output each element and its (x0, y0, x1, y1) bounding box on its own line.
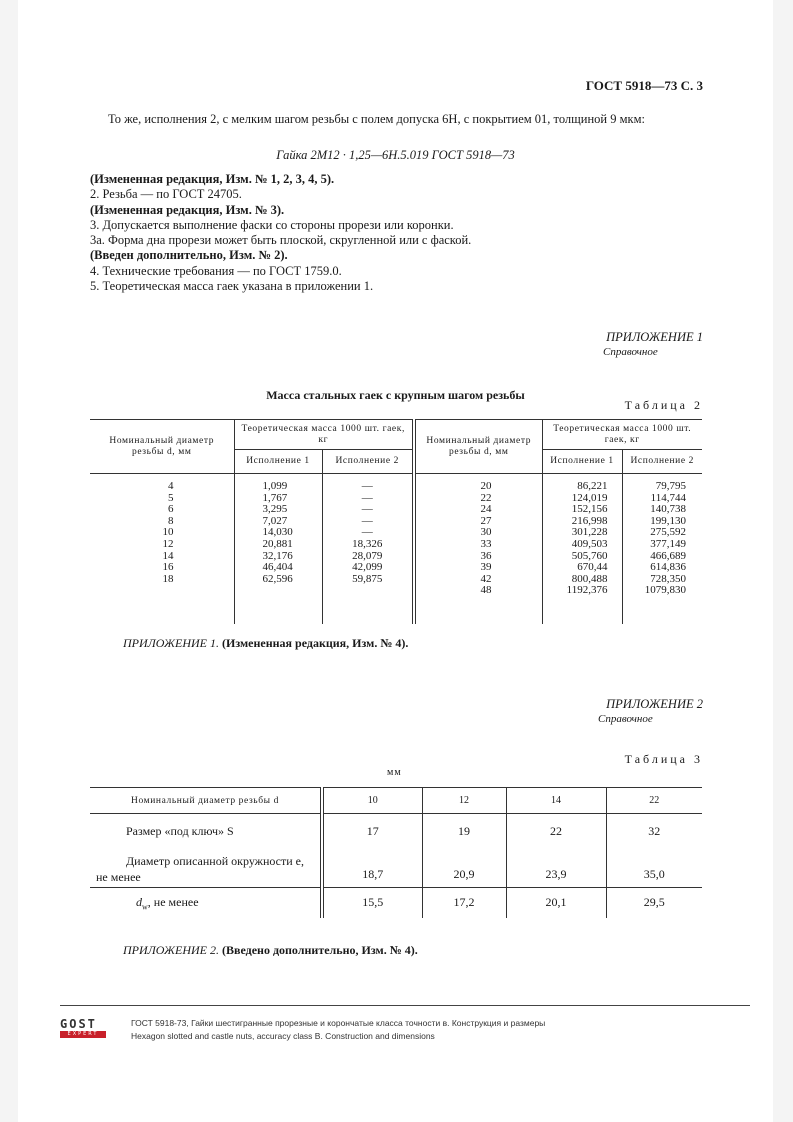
header-mass: Теоретическая масса 1000 шт. гаек, кг (234, 420, 414, 450)
header-mass: Теоретическая масса 1000 шт. гаек, кг (542, 420, 702, 450)
table-cell-mass: 46,404 (262, 561, 293, 574)
table-cell-mass: 505,760 (571, 549, 608, 562)
row-circumscribed-label (90, 850, 322, 888)
table-cell-mass: — (361, 514, 373, 527)
table-2 (90, 419, 702, 624)
table-cell-mass: 1192,376 (566, 584, 608, 597)
header-diameter: Номинальный диаметр резьбы d, мм (414, 420, 542, 474)
table-cell-mass: 86,221 (577, 480, 608, 492)
table-cell-diameter: 5 (168, 491, 174, 504)
table-cell-mass: 18,326 (352, 537, 383, 550)
table-cell-mass: 59,875 (352, 572, 383, 585)
table-cell-diameter: 27 (480, 514, 492, 527)
table-cell-diameter: 39 (480, 561, 492, 574)
note-line: 4. Технические требования — по ГОСТ 1759.0. (90, 263, 342, 278)
cell: 15,5 (322, 888, 422, 918)
table-cell-diameter: 10 (162, 526, 174, 539)
cell: 29,5 (643, 895, 665, 910)
intro-paragraph: То же, исполнения 2, с мелким шагом резьбы с полем допуска 6Н, с покрытием 01, толщиной 9 мкм: (108, 112, 645, 126)
table-cell-diameter: 4 (168, 480, 174, 492)
table-cell-mass: 670,44 (577, 561, 608, 574)
row-bearing-diameter-label (90, 888, 322, 918)
table-cell-mass: 614,836 (650, 561, 686, 574)
table-3 (90, 787, 702, 918)
appendix2-subtitle: Справочное (598, 713, 653, 725)
table-cell-mass: 3,295 (262, 503, 288, 516)
header-variant-2: Исполнение 2 (322, 450, 414, 474)
footer-divider (60, 1005, 750, 1006)
table-cell-mass: 1079,830 (644, 584, 686, 597)
table-cell-diameter: 14 (162, 549, 174, 562)
note-line: (Введен дополнительно, Изм. № 2). (90, 248, 288, 263)
page-header: ГОСТ 5918—73 С. 3 (585, 78, 703, 93)
table-cell-diameter: 22 (480, 491, 492, 504)
table-cell-diameter: 16 (162, 561, 174, 574)
table3-number: Таблица 3 (624, 752, 703, 766)
table-cell-mass: — (361, 480, 373, 492)
note-line: 5. Теоретическая масса гаек указана в приложении 1. (90, 279, 374, 294)
appendix2-note-text: (Введено дополнительно, Изм. № 4). (221, 943, 418, 957)
table-cell-mass: 216,998 (571, 514, 608, 527)
cell: 35,0 (643, 866, 665, 881)
table-cell-diameter: 12 (162, 537, 174, 550)
table-cell-mass: 377,149 (650, 537, 686, 550)
right-variant1-col (542, 474, 622, 624)
table-cell-mass: 32,176 (262, 549, 293, 562)
cell: 18,7 (322, 850, 422, 888)
designation-example: Гайка 2М12 · 1,25—6Н.5.019 ГОСТ 5918—73 (276, 148, 515, 162)
cell: 22 (506, 814, 606, 850)
appendix1-subtitle: Справочное (603, 346, 658, 358)
table-cell-mass: 152,156 (571, 503, 608, 516)
table-cell-mass: 275,592 (650, 526, 686, 539)
table-cell-diameter: 6 (168, 503, 174, 516)
appendix1-note (123, 636, 408, 651)
table-cell-mass: 28,079 (352, 549, 383, 562)
appendix1-note-text: (Измененная редакция, Изм. № 4). (221, 636, 409, 650)
table-cell-mass: 199,130 (650, 514, 686, 527)
cell: 20,1 (506, 888, 606, 918)
appendix1-title: ПРИЛОЖЕНИЕ 1 (606, 330, 703, 344)
appendix2-note-ref: ПРИЛОЖЕНИЕ 2. (123, 943, 219, 957)
row-wrench-size-label: Размер «под ключ» S (90, 814, 322, 850)
table-cell-diameter: 20 (480, 480, 492, 492)
logo-gost-text: GOST (60, 1017, 97, 1031)
table-cell-mass: 466,689 (650, 549, 686, 562)
header-variant-1: Исполнение 1 (234, 450, 322, 474)
cell: 19 (422, 814, 506, 850)
logo-expert-text: EXPERT (60, 1031, 106, 1038)
table-cell-mass: 42,099 (352, 561, 383, 574)
table-cell-mass: 301,228 (571, 526, 608, 539)
table2-number: Таблица 2 (624, 398, 703, 412)
document-page (18, 0, 773, 1122)
right-diameter-col (414, 474, 542, 624)
table-cell-mass: 728,350 (650, 572, 686, 585)
note-line: 3а. Форма дна прорези может быть плоской, скругленной или с фаской. (90, 233, 472, 248)
table-cell-mass: 1,099 (262, 480, 288, 492)
note-line: (Измененная редакция, Изм. № 3). (90, 202, 285, 217)
table-cell-mass: 124,019 (571, 491, 608, 504)
footer-title-en: Hexagon slotted and castle nuts, accuracy class B. Construction and dimensions (131, 1031, 435, 1041)
left-diameter-col (90, 474, 234, 624)
appendix2-title: ПРИЛОЖЕНИЕ 2 (606, 697, 703, 711)
note-line: (Измененная редакция, Изм. № 1, 2, 3, 4, 5). (90, 172, 335, 186)
appendix1-note-ref: ПРИЛОЖЕНИЕ 1. (123, 636, 219, 650)
appendix2-note (123, 943, 418, 958)
table-cell-mass: 20,881 (262, 537, 293, 550)
gost-expert-logo[interactable] (60, 1018, 106, 1038)
cell: 17 (322, 814, 422, 850)
table-cell-mass: — (361, 526, 373, 539)
cell: 20,9 (422, 850, 506, 888)
row-label-line: Диаметр описанной окружности е, (126, 854, 304, 869)
table-cell-diameter: 33 (480, 537, 492, 550)
cell: 32 (648, 824, 661, 839)
header-diameter-text: Номинальный диаметр резьбы d (131, 795, 279, 806)
table-cell-mass: — (361, 503, 373, 516)
table-cell-diameter: 36 (480, 549, 492, 562)
table2-title: Масса стальных гаек с крупным шагом резьбы (266, 388, 525, 402)
left-variant2-col (322, 474, 414, 624)
table-cell-mass: 114,744 (650, 491, 686, 504)
table-cell-diameter: 24 (480, 503, 492, 516)
size-12: 12 (422, 788, 506, 814)
table-cell-diameter: 18 (162, 572, 174, 585)
table3-unit: мм (387, 767, 402, 778)
header-variant-2: Исполнение 2 (622, 450, 702, 474)
table-cell-mass: — (361, 491, 373, 504)
table-cell-diameter: 42 (480, 572, 492, 585)
size-10: 10 (322, 788, 422, 814)
row-label-text: , не менее (147, 894, 199, 909)
table-cell-mass: 14,030 (262, 526, 293, 539)
notes-block (90, 172, 710, 294)
table-cell-mass: 79,795 (655, 480, 686, 492)
table-cell-mass: 1,767 (262, 491, 288, 504)
cell: 17,2 (422, 888, 506, 918)
header-diameter: Номинальный диаметр резьбы d, мм (90, 420, 234, 474)
row-label-line: не менее (96, 870, 141, 885)
header-diameter (90, 788, 322, 814)
footer-title-ru: ГОСТ 5918-73, Гайки шестигранные прорезные и корончатые класса точности в. Конструкция и размеры (131, 1018, 546, 1028)
size-14: 14 (506, 788, 606, 814)
table-cell-mass: 409,503 (571, 537, 608, 550)
cell: 23,9 (506, 850, 606, 888)
symbol: d (136, 894, 142, 909)
note-line: 3. Допускается выполнение фаски со стороны прорези или коронки. (90, 217, 454, 232)
footer-text (131, 1017, 545, 1043)
size-22: 22 (649, 795, 660, 806)
table-cell-diameter: 8 (168, 514, 174, 527)
header-variant-1: Исполнение 1 (542, 450, 622, 474)
table-cell-mass: 62,596 (262, 572, 293, 585)
table-cell-diameter: 48 (480, 584, 492, 597)
left-variant1-col (234, 474, 322, 624)
table-cell-diameter: 30 (480, 526, 492, 539)
symbol-subscript: w (142, 901, 148, 911)
table-cell-mass: 800,488 (571, 572, 608, 585)
right-variant2-col (622, 474, 702, 624)
note-line: 2. Резьба — по ГОСТ 24705. (90, 187, 242, 202)
table-cell-mass: 140,738 (650, 503, 686, 516)
table-cell-mass: 7,027 (262, 514, 288, 527)
